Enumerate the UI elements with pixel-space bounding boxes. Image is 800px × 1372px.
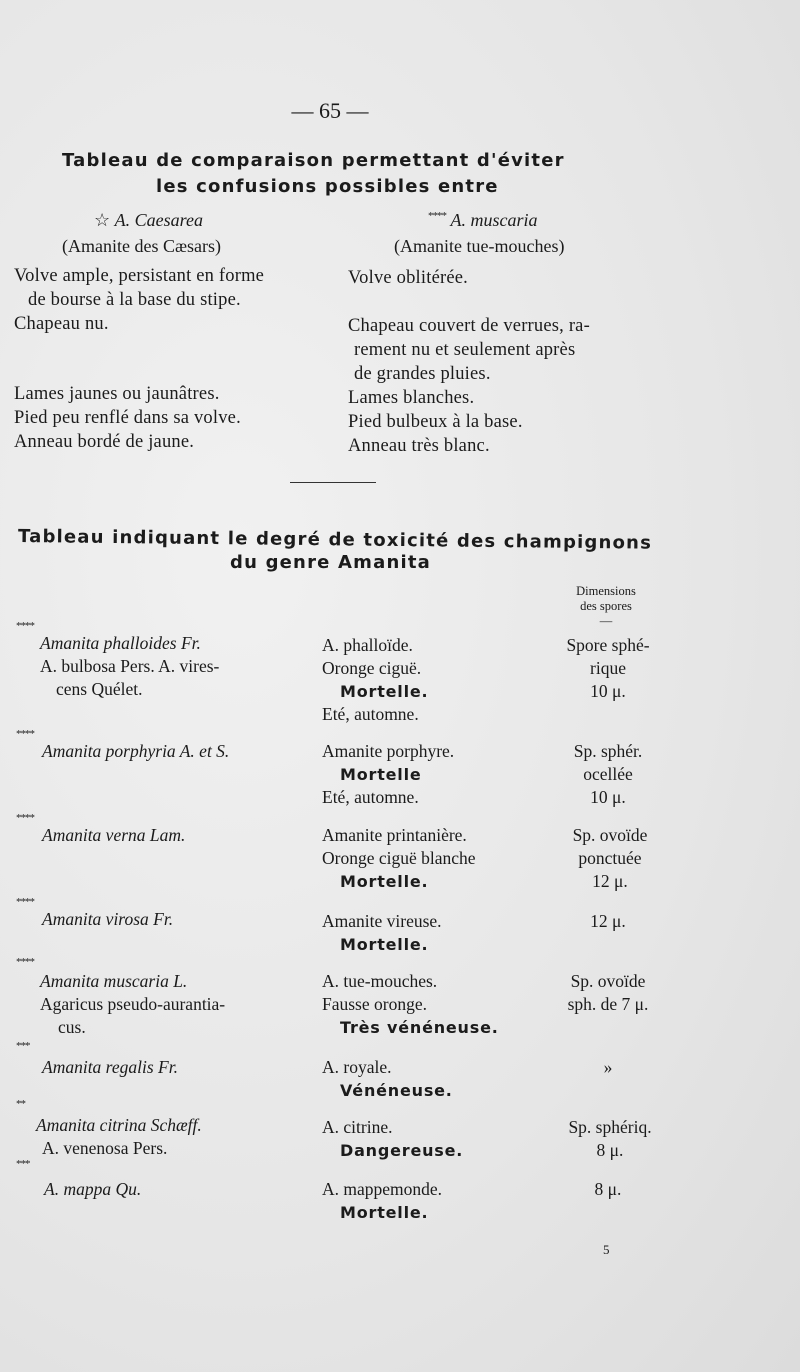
common-name [322, 1056, 453, 1102]
spore-dimensions [543, 1178, 673, 1201]
common-line: A. phalloïde. [322, 635, 413, 655]
spore-line: Sp. ovoïde [572, 825, 648, 845]
spore-line: » [603, 1057, 613, 1077]
toxicity-stars: **** [16, 896, 34, 908]
species-line: A. venenosa Pers. [42, 1138, 168, 1158]
common-line: Eté, automne. [322, 704, 419, 724]
spore-dimensions [543, 910, 673, 933]
common-line: Eté, automne. [322, 787, 419, 807]
species-line: Amanita citrina Schæff. [36, 1115, 202, 1135]
muscaria-line: Lames blanches. [348, 388, 475, 408]
toxicity-stars: **** [16, 620, 34, 632]
spore-dimensions [543, 1056, 673, 1079]
species-line: Amanita verna Lam. [42, 825, 186, 845]
common-line: Amanite printanière. [322, 825, 467, 845]
toxicity-level: Dangereuse. [340, 1141, 464, 1160]
muscaria-line: Chapeau couvert de verrues, ra- [348, 316, 590, 336]
common-name [322, 634, 428, 726]
spore-line: 12 μ. [590, 911, 626, 931]
species-name [40, 970, 225, 1039]
species-line: A. bulbosa Pers. A. vires- [40, 656, 220, 676]
spore-line: Sp. ovoïde [570, 971, 646, 991]
signature-mark: 5 [603, 1242, 610, 1257]
spore-line: Sp. sphériq. [568, 1117, 652, 1137]
spore-dimensions [545, 1116, 675, 1162]
section-divider [290, 482, 376, 483]
spore-dimensions [545, 824, 675, 893]
species-name [42, 740, 229, 763]
muscaria-line: Pied bulbeux à la base. [348, 412, 523, 432]
species-name [42, 824, 185, 847]
spore-line: ponctuée [578, 848, 642, 868]
species-line: cens Quélet. [56, 679, 143, 699]
species-line: Amanita porphyria A. et S. [42, 741, 230, 761]
species-name [36, 1114, 202, 1160]
spore-line: 12 μ. [592, 871, 628, 891]
toxicity-stars: *** [16, 1040, 30, 1052]
star-icon: ☆ [94, 210, 111, 230]
toxicity-title-line1: Tableau indiquant le degré de toxicité des champignons [17, 526, 653, 554]
toxicity-level: Mortelle [340, 765, 422, 784]
spore-line: 8 μ. [596, 1140, 624, 1160]
spore-line: sph. de 7 μ. [567, 994, 649, 1014]
caesarea-line: Lames jaunes ou jaunâtres. [14, 384, 220, 404]
caesarea-line: Anneau bordé de jaune. [14, 432, 195, 452]
muscaria-line: Anneau très blanc. [348, 436, 490, 456]
common-name [322, 1116, 463, 1162]
species-line: Agaricus pseudo-aurantia- [40, 994, 226, 1014]
caesarea-species: A. Caesarea [114, 210, 203, 230]
spore-line: rique [590, 658, 626, 678]
toxicity-level: Mortelle. [340, 682, 429, 701]
muscaria-species: A. muscaria [450, 210, 538, 230]
spore-line: 8 μ. [594, 1179, 622, 1199]
toxicity-stars: **** [16, 812, 34, 824]
common-line: Fausse oronge. [322, 994, 427, 1014]
toxicity-stars: **** [428, 210, 446, 222]
common-line: Oronge ciguë. [322, 658, 422, 678]
species-line: Amanita phalloides Fr. [40, 633, 201, 653]
spore-line: Spore sphé- [566, 635, 650, 655]
compare-title-line2: les confusions possibles entre [156, 176, 499, 197]
spore-line: 10 μ. [590, 681, 626, 701]
common-name [322, 910, 442, 956]
species-line: Amanita regalis Fr. [42, 1057, 178, 1077]
muscaria-common-name: (Amanite tue-mouches) [394, 236, 565, 256]
toxicity-level: Mortelle. [340, 872, 429, 891]
page-number: — 65 — [291, 98, 369, 123]
toxicity-title-line2: du genre Amanita [230, 552, 431, 573]
muscaria-line: rement nu et seulement après [354, 340, 576, 360]
common-line: Amanite vireuse. [322, 911, 442, 931]
common-name [322, 1178, 442, 1224]
caesarea-common-name: (Amanite des Cæsars) [62, 236, 221, 256]
species-line: cus. [58, 1017, 86, 1037]
toxicity-stars: **** [16, 956, 34, 968]
compare-title-line1: Tableau de comparaison permettant d'éviter [62, 150, 565, 171]
species-name [42, 1056, 178, 1079]
common-line: Amanite porphyre. [322, 741, 455, 761]
toxicity-stars: **** [16, 728, 34, 740]
spore-line: ocellée [583, 764, 633, 784]
common-line: A. royale. [322, 1057, 392, 1077]
toxicity-stars: *** [16, 1158, 30, 1170]
toxicity-level: Mortelle. [340, 1203, 429, 1222]
toxicity-stars: ** [16, 1098, 25, 1110]
muscaria-line: de grandes pluies. [354, 364, 491, 384]
common-name [322, 824, 476, 893]
muscaria-header [428, 210, 538, 231]
common-name [322, 970, 499, 1039]
spore-dimensions-header [548, 584, 664, 629]
spore-line: 10 μ. [590, 787, 626, 807]
caesarea-line: Pied peu renflé dans sa volve. [14, 408, 241, 428]
common-line: A. citrine. [322, 1117, 393, 1137]
common-name [322, 740, 454, 809]
spore-line: Sp. sphér. [573, 741, 643, 761]
species-name [40, 632, 219, 701]
species-name [42, 908, 173, 931]
spore-dimensions [543, 634, 673, 703]
toxicity-level: Vénéneuse. [340, 1081, 453, 1100]
caesarea-line: Volve ample, persistant en forme [14, 266, 265, 286]
toxicity-level: Mortelle. [340, 935, 429, 954]
common-line: A. tue-mouches. [322, 971, 438, 991]
spore-header-dash: — [599, 614, 613, 628]
species-line: Amanita muscaria L. [40, 971, 188, 991]
common-line: A. mappemonde. [322, 1179, 443, 1199]
toxicity-level: Très vénéneuse. [340, 1018, 499, 1037]
species-line: A. mappa Qu. [44, 1179, 142, 1199]
caesarea-line: de bourse à la base du stipe. [28, 290, 241, 310]
caesarea-header [94, 210, 203, 231]
muscaria-line: Volve oblitérée. [348, 268, 468, 288]
spore-header-line2: des spores [580, 599, 632, 613]
spore-dimensions [543, 970, 673, 1016]
caesarea-line: Chapeau nu. [14, 314, 109, 334]
spore-dimensions [543, 740, 673, 809]
species-name [44, 1178, 141, 1201]
spore-header-line1: Dimensions [576, 584, 636, 598]
species-line: Amanita virosa Fr. [42, 909, 174, 929]
common-line: Oronge ciguë blanche [322, 848, 476, 868]
